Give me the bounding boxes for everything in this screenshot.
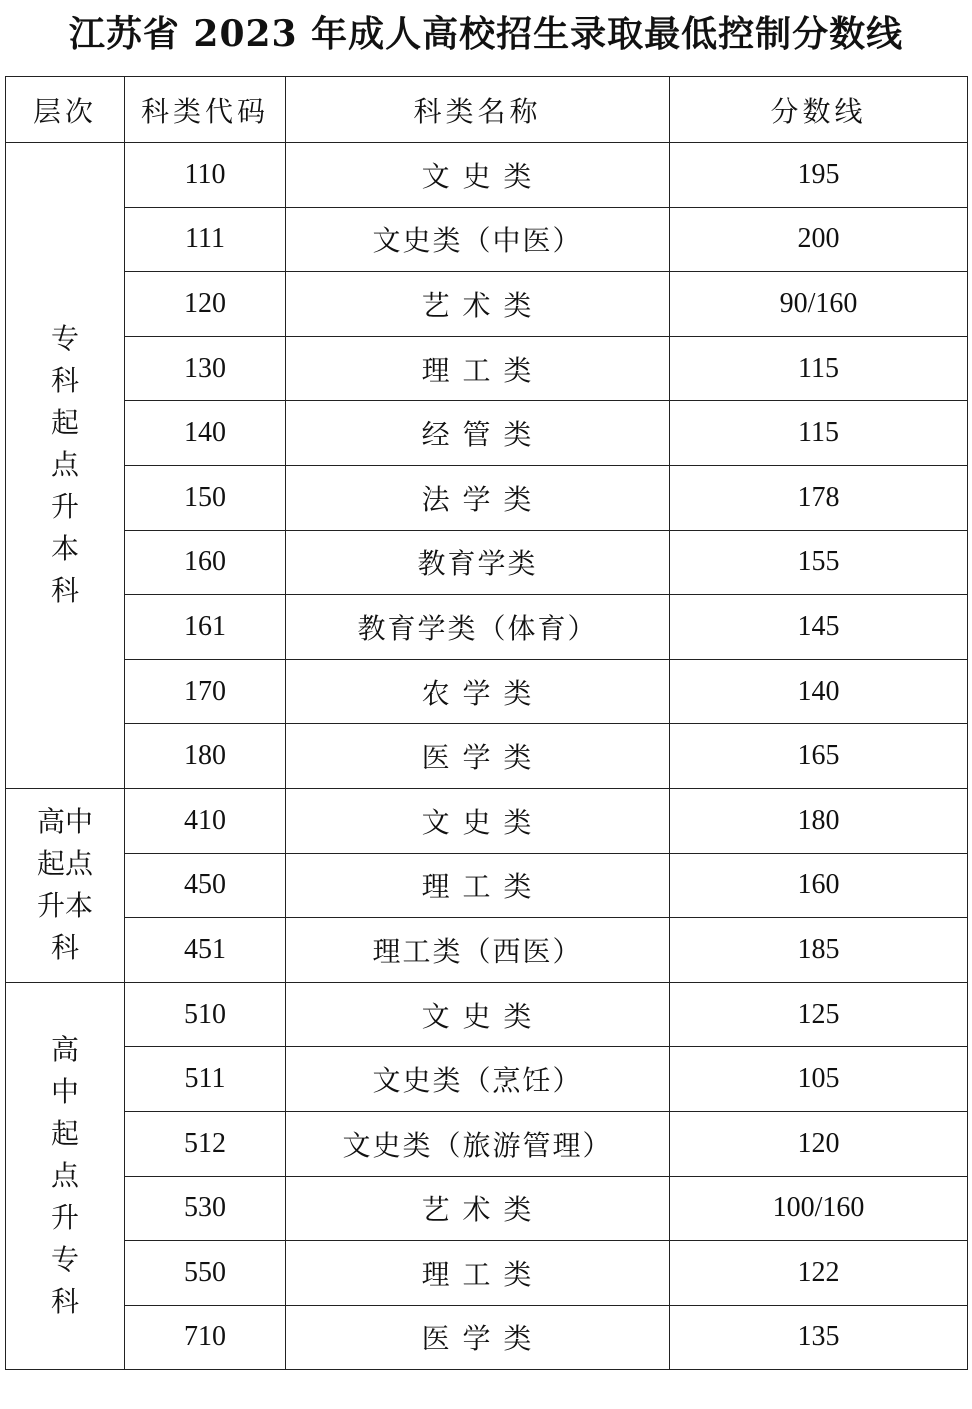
level-label: 高中起点升专科 (50, 1033, 79, 1318)
code-cell: 511 (125, 1047, 286, 1112)
name-cell: 医 学 类 (286, 1305, 670, 1370)
name-cell: 理 工 类 (286, 336, 670, 401)
level-label: 专科起点升本科 (50, 322, 79, 608)
code-cell: 140 (125, 401, 286, 466)
name-cell: 文 史 类 (286, 982, 670, 1047)
score-cell: 165 (670, 724, 968, 789)
score-cell: 100/160 (670, 1176, 968, 1241)
header-name: 科类名称 (286, 77, 670, 143)
name-cell: 理工类（西医） (286, 918, 670, 983)
score-cell: 115 (670, 336, 968, 401)
page-title: 江苏省 2023 年成人高校招生录取最低控制分数线 (68, 13, 904, 55)
table-row (6, 401, 968, 466)
score-cell: 135 (670, 1305, 968, 1370)
table-row (6, 336, 968, 401)
name-cell: 文 史 类 (286, 143, 670, 208)
score-cell: 155 (670, 530, 968, 595)
name-cell: 文史类（旅游管理） (286, 1111, 670, 1176)
table-row (6, 853, 968, 918)
score-cell: 122 (670, 1241, 968, 1306)
name-cell: 教育学类（体育） (286, 595, 670, 660)
table-row (6, 272, 968, 337)
level-cell (6, 788, 125, 982)
code-cell: 150 (125, 465, 286, 530)
code-cell: 451 (125, 918, 286, 983)
score-cell: 180 (670, 788, 968, 853)
code-cell: 161 (125, 595, 286, 660)
name-cell: 文史类（烹饪） (286, 1047, 670, 1112)
table-row (6, 659, 968, 724)
header-row (6, 77, 968, 143)
code-cell: 450 (125, 853, 286, 918)
name-cell: 法 学 类 (286, 465, 670, 530)
score-cell: 185 (670, 918, 968, 983)
code-cell: 550 (125, 1241, 286, 1306)
level-label: 高中起点升本科 (36, 805, 93, 965)
score-table (5, 76, 968, 1370)
level-cell (6, 143, 125, 789)
table-body (6, 143, 968, 1370)
score-cell: 115 (670, 401, 968, 466)
name-cell: 医 学 类 (286, 724, 670, 789)
table-row (6, 1241, 968, 1306)
code-cell: 510 (125, 982, 286, 1047)
score-cell: 120 (670, 1111, 968, 1176)
name-cell: 理 工 类 (286, 853, 670, 918)
table-row (6, 595, 968, 660)
score-cell: 145 (670, 595, 968, 660)
score-cell: 105 (670, 1047, 968, 1112)
table-row (6, 465, 968, 530)
code-cell: 111 (125, 207, 286, 272)
score-cell: 90/160 (670, 272, 968, 337)
header-score: 分数线 (670, 77, 968, 143)
code-cell: 160 (125, 530, 286, 595)
name-cell: 艺 术 类 (286, 1176, 670, 1241)
header-level: 层次 (6, 77, 125, 143)
code-cell: 120 (125, 272, 286, 337)
name-cell: 艺 术 类 (286, 272, 670, 337)
table-row (6, 143, 968, 208)
table-row (6, 1305, 968, 1370)
table-row (6, 530, 968, 595)
name-cell: 农 学 类 (286, 659, 670, 724)
table-row (6, 1176, 968, 1241)
name-cell: 文史类（中医） (286, 207, 670, 272)
table-row (6, 207, 968, 272)
table-row (6, 788, 968, 853)
code-cell: 110 (125, 143, 286, 208)
code-cell: 170 (125, 659, 286, 724)
table-row (6, 1047, 968, 1112)
table-row (6, 918, 968, 983)
table-row (6, 982, 968, 1047)
score-cell: 125 (670, 982, 968, 1047)
name-cell: 经 管 类 (286, 401, 670, 466)
code-cell: 180 (125, 724, 286, 789)
code-cell: 410 (125, 788, 286, 853)
code-cell: 130 (125, 336, 286, 401)
score-cell: 178 (670, 465, 968, 530)
header-code: 科类代码 (125, 77, 286, 143)
score-cell: 140 (670, 659, 968, 724)
code-cell: 530 (125, 1176, 286, 1241)
score-cell: 200 (670, 207, 968, 272)
score-cell: 160 (670, 853, 968, 918)
score-cell: 195 (670, 143, 968, 208)
code-cell: 512 (125, 1111, 286, 1176)
level-cell (6, 982, 125, 1370)
name-cell: 文 史 类 (286, 788, 670, 853)
code-cell: 710 (125, 1305, 286, 1370)
name-cell: 教育学类 (286, 530, 670, 595)
table-row (6, 724, 968, 789)
name-cell: 理 工 类 (286, 1241, 670, 1306)
table-row (6, 1111, 968, 1176)
